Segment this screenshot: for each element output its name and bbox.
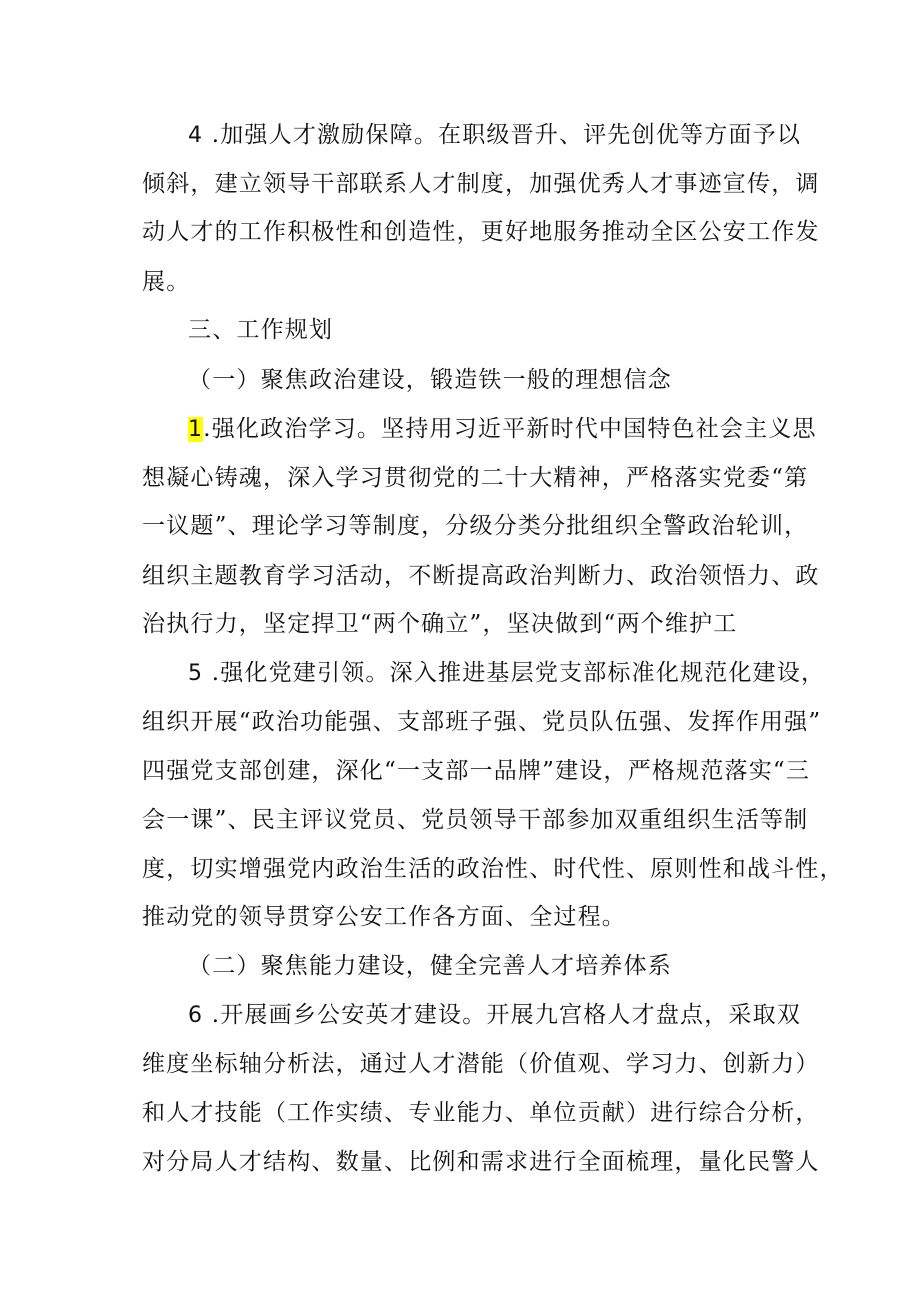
line-text: 度，切实增强党内政治生活的政治性、时代性、原则性和战斗性， <box>142 856 844 882</box>
line-text: （一）聚焦政治建设，锻造铁一般的理想信念 <box>188 367 672 393</box>
line-text: 治执行力，坚定捍卫“两个确立”，坚决做到“两个维护工 <box>142 611 738 637</box>
line-text: 会一课”、民主评议党员、党员领导干部参加双重组织生活等制 <box>142 807 809 833</box>
line-text: 想凝心铸魂，深入学习贯彻党的二十大精神，严格落实党委“第 <box>142 465 809 491</box>
paragraph-4-line-1 <box>188 119 920 152</box>
paragraph-4-line-2 <box>142 168 920 200</box>
line-text: 展。 <box>142 269 191 295</box>
subsection-heading-1 <box>188 364 920 396</box>
paragraph-1-line-1 <box>188 413 920 446</box>
line-text: 组织开展“政治功能强、支部班子强、党员队伍强、发挥作用强” <box>142 709 822 735</box>
item-number: 4 <box>188 123 204 148</box>
subsection-heading-2 <box>188 950 920 982</box>
highlighted-item-number: 1 <box>188 417 204 442</box>
paragraph-5-line-2 <box>142 706 920 738</box>
paragraph-6-line-2 <box>142 1048 920 1080</box>
paragraph-5-line-3 <box>142 755 920 787</box>
line-text: 组织主题教育学习活动，不断提高政治判断力、政治领悟力、政 <box>142 563 820 589</box>
paragraph-1-line-4 <box>142 560 920 592</box>
paragraph-4-line-3 <box>142 216 920 248</box>
paragraph-5-line-1 <box>188 657 920 690</box>
line-text: .开展画乡公安英才建设。开展九宫格人才盘点，采取双 <box>203 1002 802 1028</box>
item-number: 5 <box>188 661 204 686</box>
paragraph-5-line-6 <box>142 901 920 933</box>
paragraph-4-line-4 <box>142 266 920 298</box>
paragraph-1-line-3 <box>142 510 920 542</box>
paragraph-6-line-3 <box>142 1097 920 1129</box>
line-text: （二）聚焦能力建设，健全完善人才培养体系 <box>188 953 672 979</box>
line-text: 一议题”、理论学习等制度，分级分类分批组织全警政治轮训， <box>142 513 809 539</box>
section-heading-3 <box>188 314 920 346</box>
paragraph-5-line-4 <box>142 804 920 836</box>
paragraph-1-line-5 <box>142 608 920 640</box>
line-text: 推动党的领导贯穿公安工作各方面、全过程。 <box>142 904 626 930</box>
line-text: 三、工作规划 <box>188 317 334 343</box>
line-text: 倾斜，建立领导干部联系人才制度，加强优秀人才事迹宣传，调 <box>142 171 820 197</box>
paragraph-6-line-4 <box>142 1146 920 1178</box>
line-text: 对分局人才结构、数量、比例和需求进行全面梳理，量化民警人 <box>142 1149 820 1175</box>
paragraph-1-line-2 <box>142 462 920 494</box>
item-number: 6 <box>188 1003 204 1028</box>
line-text: 维度坐标轴分析法，通过人才潜能（价值观、学习力、创新力） <box>142 1051 820 1077</box>
line-text: 和人才技能（工作实绩、专业能力、单位贡献）进行综合分析， <box>142 1100 820 1126</box>
line-text: 四强党支部创建，深化“一支部一品牌”建设，严格规范落实“三 <box>142 758 811 784</box>
paragraph-6-line-1 <box>188 999 920 1032</box>
paragraph-5-line-5 <box>142 853 920 885</box>
line-text: .加强人才激励保障。在职级晋升、评先创优等方面予以 <box>203 122 802 148</box>
line-text: .强化政治学习。坚持用习近平新时代中国特色社会主义思 <box>203 416 817 442</box>
line-text: 动人才的工作积极性和创造性，更好地服务推动全区公安工作发 <box>142 219 820 245</box>
line-text: .强化党建引领。深入推进基层党支部标准化规范化建设， <box>203 660 826 686</box>
